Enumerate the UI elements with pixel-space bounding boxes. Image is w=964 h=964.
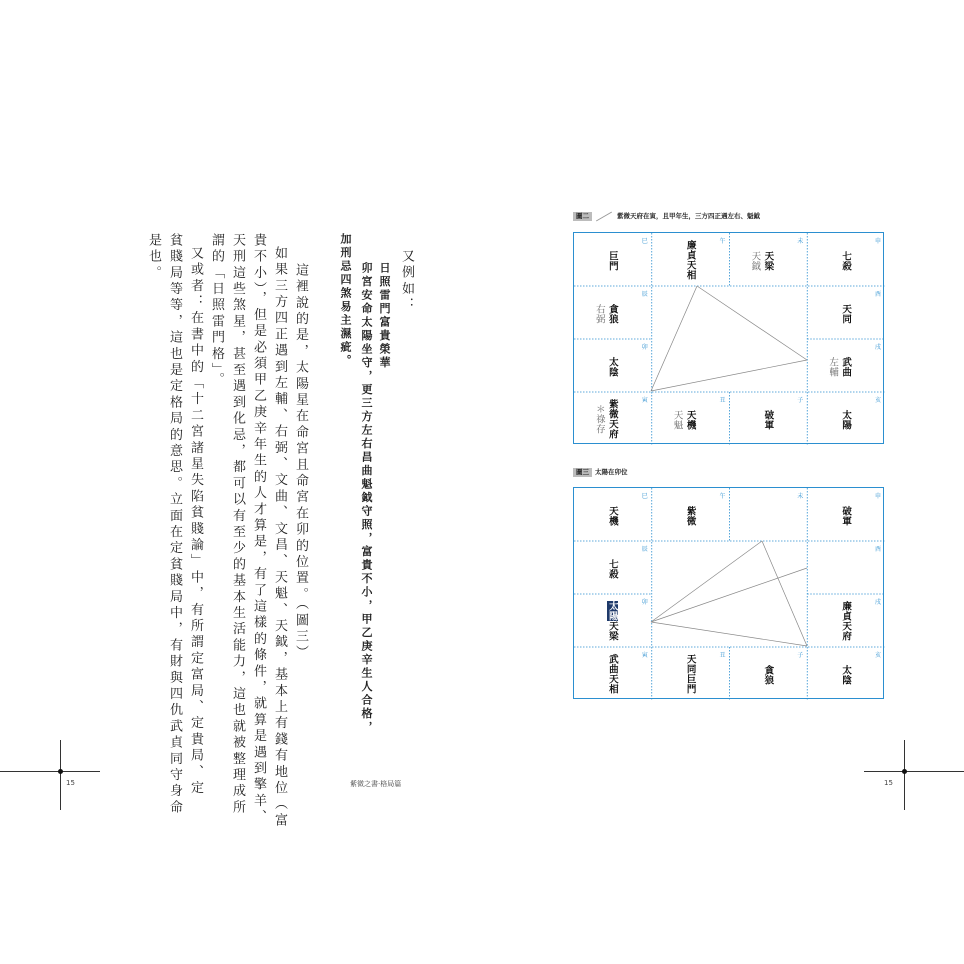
palace-branch: 申: [874, 238, 881, 245]
crop-mark-dot: [902, 769, 907, 774]
palace-branch: 卯: [641, 344, 648, 351]
major-star: 破軍: [840, 505, 852, 526]
slash-mark: [596, 211, 612, 221]
chart3-caption: [573, 468, 628, 477]
major-star: 天同: [840, 303, 852, 324]
running-title: 紫微之書‧格局篇: [350, 780, 402, 788]
palace-wu: [652, 488, 730, 541]
palace-zi: [730, 647, 808, 700]
divider-line: [651, 568, 807, 622]
text-column: 謂的「日照雷門格」。: [209, 233, 224, 389]
palace-branch: 辰: [641, 546, 648, 553]
palace-yin: [574, 647, 652, 700]
star-char: 太: [606, 600, 618, 611]
major-star: 破軍: [762, 409, 774, 430]
palace-si: [574, 488, 652, 541]
star-char: 天: [606, 620, 618, 631]
divider-line: [697, 286, 807, 360]
palace-branch: 卯: [641, 599, 648, 606]
chart2-label: 圖二: [573, 212, 592, 221]
major-star: 武曲天相: [606, 653, 618, 694]
page-number-right: 15: [884, 779, 893, 787]
major-star: 紫微: [684, 505, 696, 526]
minor-star: 天魁: [671, 409, 683, 430]
divider-line: [651, 360, 807, 391]
chart3-grid: [573, 487, 884, 699]
palace-branch: 未: [797, 493, 804, 500]
palace-branch: 巳: [641, 238, 648, 245]
major-star: 太陰: [606, 356, 618, 377]
major-star: 武曲: [840, 356, 852, 377]
palace-wei: [730, 233, 808, 286]
palace-branch: 戌: [874, 599, 881, 606]
crop-mark: [60, 740, 61, 810]
major-star: 貪狼: [606, 303, 618, 324]
major-star: 太陽: [840, 409, 852, 430]
text-column: 貧賤局等等，這也是定格局的意思。立面在定貧賤局中，有財與四仇武貞同守身命: [167, 233, 182, 817]
palace-branch: 寅: [641, 397, 648, 404]
divider-line: [651, 286, 697, 391]
text-column: 天刑這些煞星，甚至遇到化忌，都可以有至少的基本生活能力，這也就被整理成所: [230, 233, 245, 817]
divider-line: [762, 541, 807, 646]
palace-yin: [574, 392, 652, 445]
text-column: 如果三方四正遇到左輔、右弼、文曲、文昌、天魁、天鉞，基本上有錢有地位（富: [272, 246, 287, 830]
palace-branch: 午: [719, 493, 726, 500]
chart3-caption-text: 太陽在卯位: [595, 468, 628, 476]
palace-branch: 亥: [874, 652, 881, 659]
palace-wu: [652, 233, 730, 286]
major-star: 太陰: [840, 664, 852, 685]
palace-hai: [807, 647, 885, 700]
palace-you: [807, 541, 885, 594]
divider-line: [651, 622, 807, 646]
palace-xu: [807, 339, 885, 392]
palace-branch: 午: [719, 238, 726, 245]
minor-star: 左輔: [827, 356, 839, 377]
star-char: 陽: [606, 610, 618, 621]
palace-si: [574, 233, 652, 286]
major-star: 巨門: [606, 250, 618, 271]
text-column: 是也。: [146, 233, 161, 282]
palace-chou: [652, 392, 730, 445]
chart2-grid: [573, 232, 884, 444]
text-column: 貴不小），但是必須甲乙庚辛年生的人才算是，有了這樣的條件，就算是遇到擎羊、: [251, 233, 266, 826]
major-star: 紫微天府: [606, 398, 618, 439]
crop-mark: [904, 740, 905, 810]
palace-branch: 戌: [874, 344, 881, 351]
major-star: 七殺: [606, 558, 618, 579]
palace-branch: 巳: [641, 493, 648, 500]
minor-star: ＊祿存: [593, 404, 605, 434]
palace-shen: [807, 233, 885, 286]
palace-you: [807, 286, 885, 339]
text-column: 這裡說的是，太陽星在命宮且命宮在卯的位置。（圖三）: [293, 263, 308, 662]
major-star: 七殺: [840, 250, 852, 271]
crop-mark-dot: [58, 769, 63, 774]
palace-branch: 亥: [874, 397, 881, 404]
major-star: 天同巨門: [684, 653, 696, 694]
quote-line: 卯宮安命太陽坐守，更三方左右昌曲魁鉞守照，富貴不小，甲乙庚辛生人合格，: [360, 262, 373, 735]
major-star: [607, 601, 618, 641]
minor-star: 右弼: [593, 303, 605, 324]
chart2-caption-text: 紫微天府在寅，且甲年生，三方四正遇左右、魁鉞: [617, 212, 760, 220]
palace-branch: 酉: [874, 546, 881, 553]
palace-branch: 子: [797, 397, 804, 404]
chart3-label: 圖三: [573, 468, 592, 477]
palace-mao: [574, 339, 652, 392]
palace-shen: [807, 488, 885, 541]
crop-mark: [0, 771, 100, 772]
text-column: 又例如：: [399, 249, 414, 314]
divider-line: [651, 541, 762, 622]
quote-line: 加刑忌四煞易主濕疵。: [339, 233, 352, 368]
quote-title: 日照雷門富貴榮華: [378, 262, 391, 370]
palace-chou: [652, 647, 730, 700]
palace-xu: [807, 594, 885, 647]
palace-zi: [730, 392, 808, 445]
palace-branch: 寅: [641, 652, 648, 659]
palace-wei: [730, 488, 808, 541]
palace-branch: 丑: [719, 652, 726, 659]
palace-branch: 子: [797, 652, 804, 659]
minor-star: 天鉞: [749, 250, 761, 271]
palace-mao: [574, 594, 652, 647]
palace-chen: [574, 286, 652, 339]
major-star: 貪狼: [762, 664, 774, 685]
major-star: 天機: [606, 505, 618, 526]
major-star: 天機: [684, 409, 696, 430]
major-star: 廉貞天府: [840, 600, 852, 641]
crop-mark: [864, 771, 964, 772]
text-column: 又或者：在書中的「十二宮諸星失陷貧賤論」中，有所謂定富局、定貴局、定: [188, 246, 203, 797]
palace-branch: 申: [874, 493, 881, 500]
major-star: 廉貞天相: [684, 239, 696, 280]
page-number-left: 15: [66, 779, 75, 787]
palace-branch: 丑: [719, 397, 726, 404]
chart2-caption: [573, 212, 760, 221]
palace-branch: 辰: [641, 291, 648, 298]
star-char: 梁: [606, 630, 618, 641]
major-star: 天梁: [762, 250, 774, 271]
palace-branch: 酉: [874, 291, 881, 298]
palace-chen: [574, 541, 652, 594]
palace-hai: [807, 392, 885, 445]
palace-branch: 未: [797, 238, 804, 245]
